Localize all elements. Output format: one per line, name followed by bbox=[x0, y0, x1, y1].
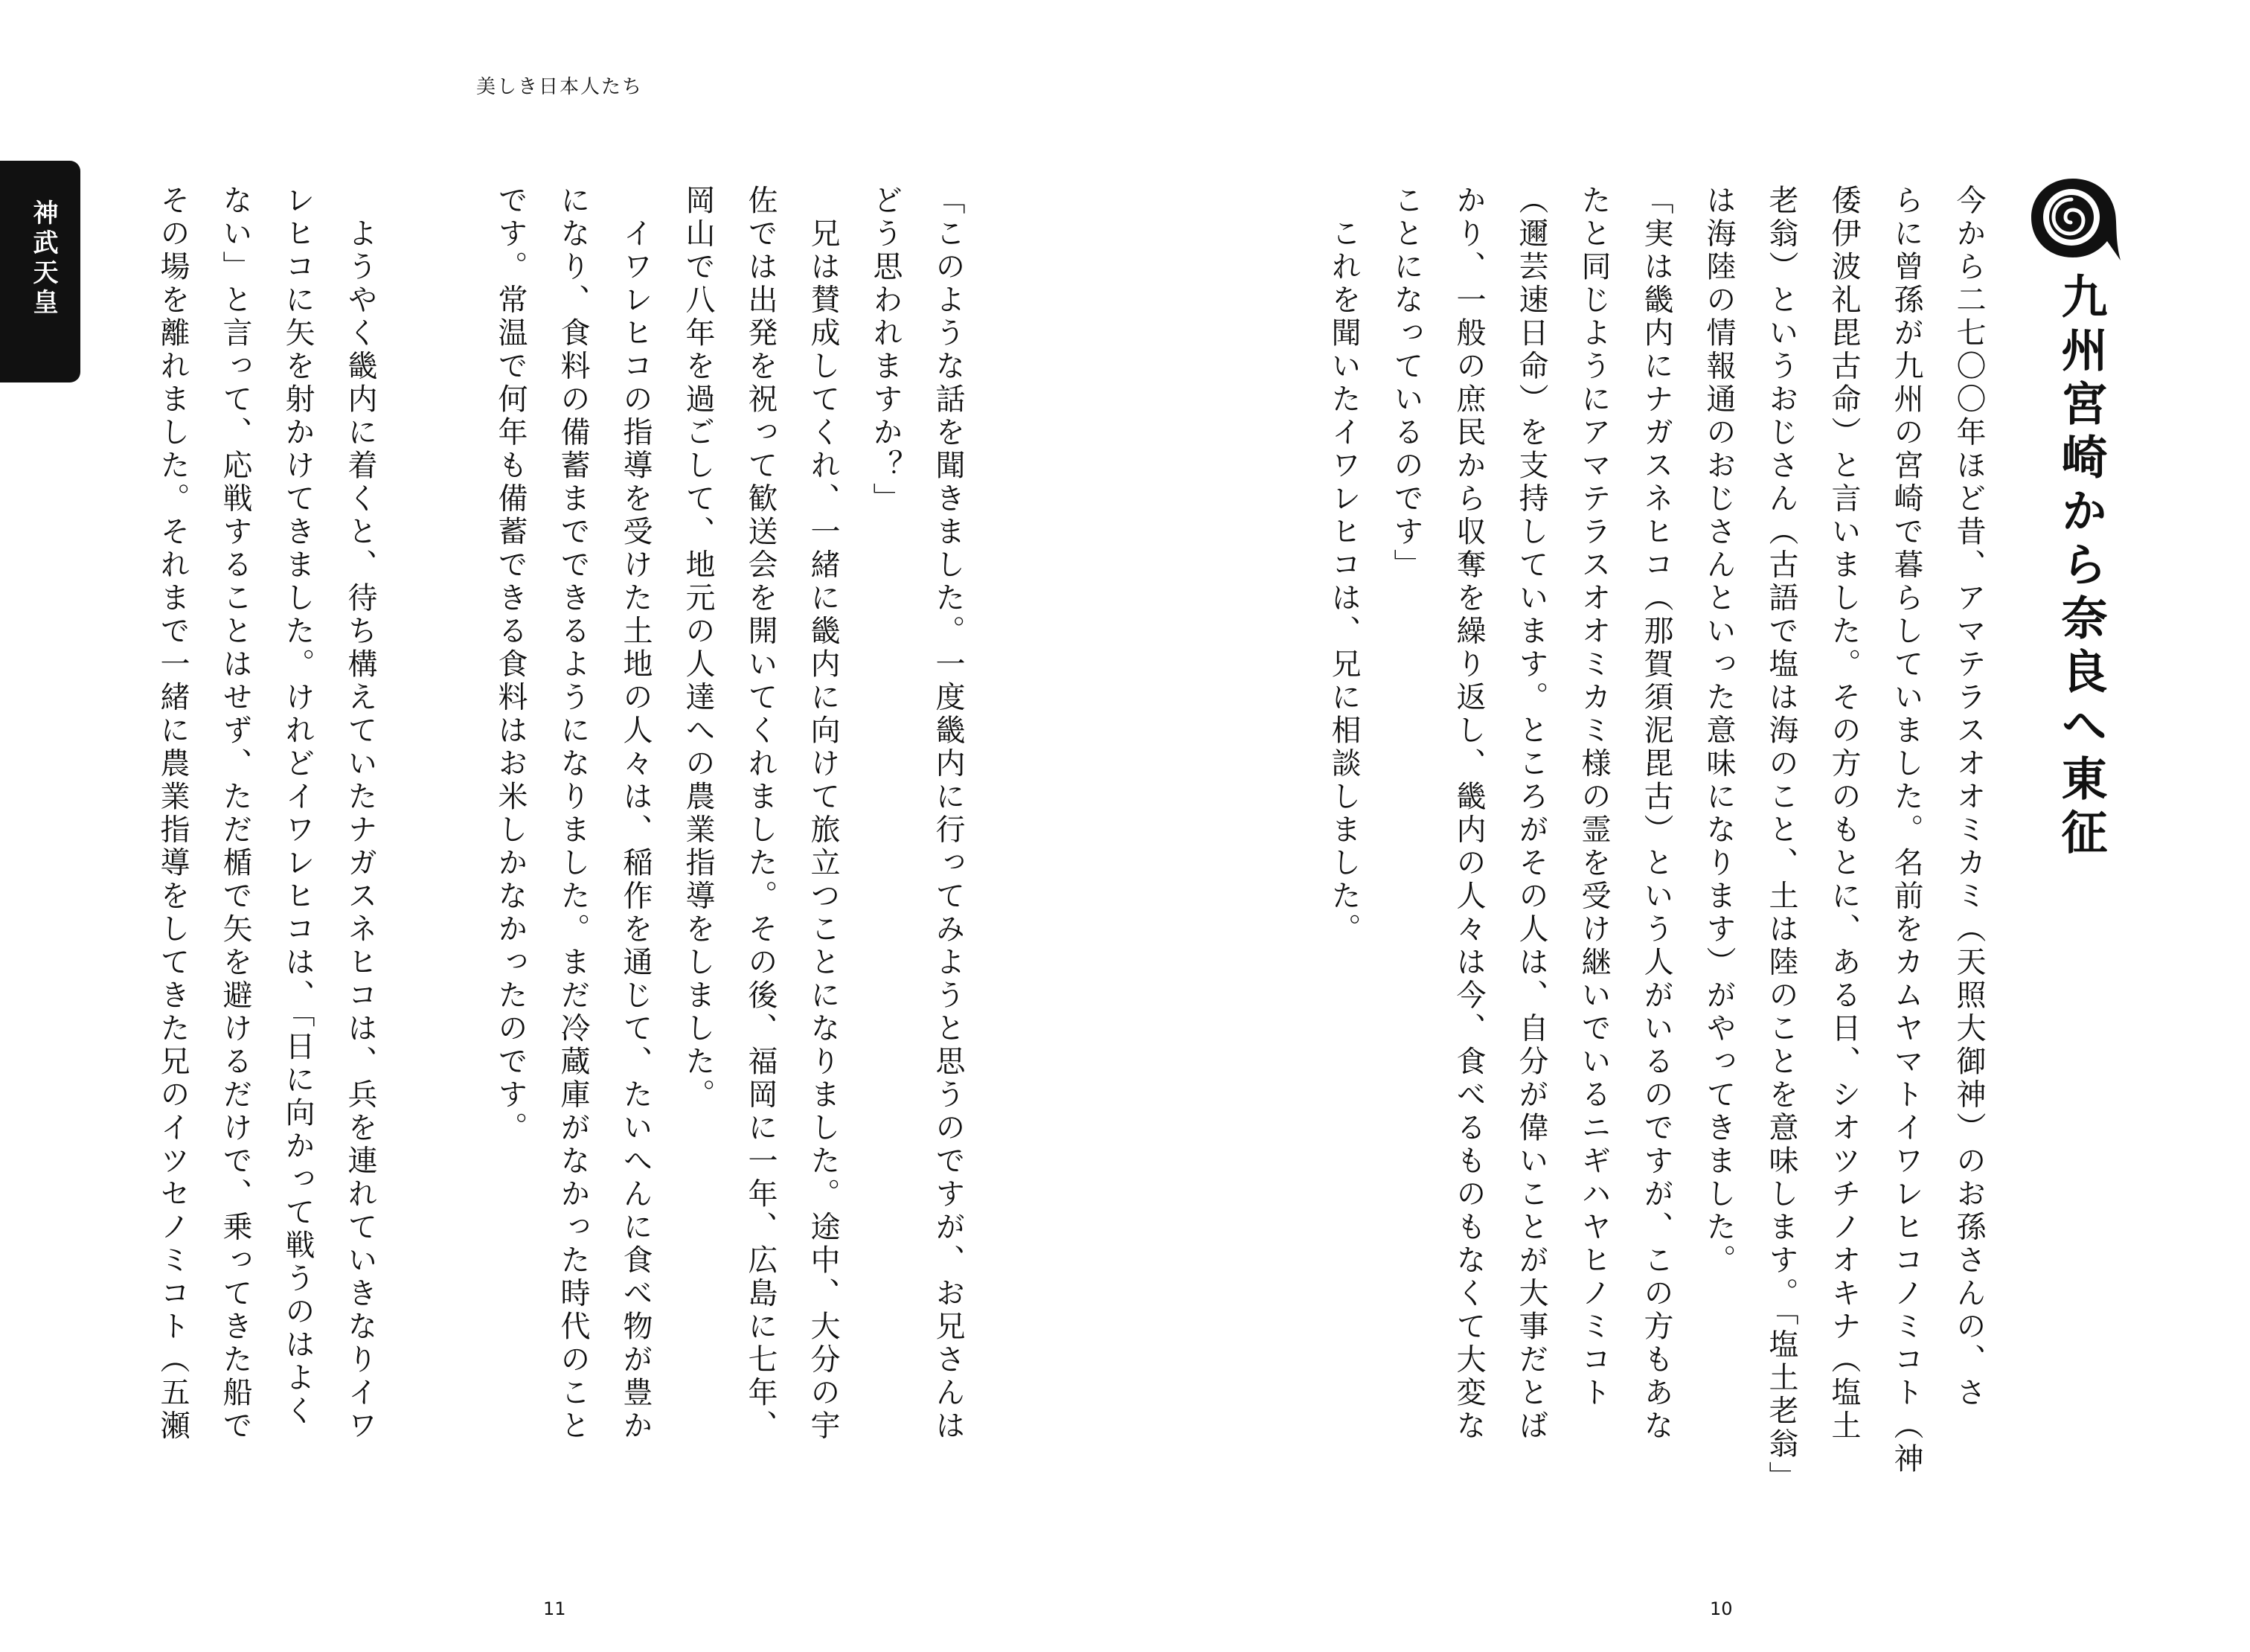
body-line-r5: は海陸の情報通のおじさんといった意味になります）がやってきました。 bbox=[1702, 185, 1736, 1278]
body-line-r2: らに曾孫が九州の宮崎で暮らしていました。名前をカムヤマトイワレヒコノミコト（神 bbox=[1889, 185, 1923, 1476]
body-line-l5: 岡山で八年を過ごして、地元の人達への農業指導をしました。 bbox=[681, 185, 715, 1112]
body-line-r7: たと同じようにアマテラスオオミカミ様の霊を受け継いでいるニギハヤヒノミコト bbox=[1577, 185, 1611, 1410]
body-line-r10: ことになっているのです」 bbox=[1389, 185, 1423, 582]
body-line-l13: その場を離れました。それまで一緒に農業指導をしてきた兄のイツセノミコト（五瀬 bbox=[156, 185, 190, 1443]
body-line-l8: です。常温で何年も備蓄できる食料はお米しかなかったのです。 bbox=[493, 185, 528, 1145]
body-line-l7: になり、食料の備蓄までできるようになりました。まだ冷蔵庫がなかった時代のこと bbox=[556, 185, 590, 1443]
page-number-left: 11 bbox=[543, 1598, 566, 1619]
body-line-l11: レヒコに矢を射かけてきました。けれどイワレヒコは、「日に向かって戦うのはよく bbox=[281, 185, 315, 1428]
chapter-tab-label: 神武天皇 bbox=[28, 199, 58, 318]
body-line-r1: 今から二七〇〇年ほど昔、アマテラスオオミカミ（天照大御神）のお孫さんの、さ bbox=[1952, 185, 1986, 1410]
body-line-l10: ようやく畿内に着くと、待ち構えていたナガスネヒコは、兵を連れていきなりイワ bbox=[343, 185, 377, 1443]
body-line-r11: これを聞いたイワレヒコは、兄に相談しました。 bbox=[1327, 185, 1361, 947]
chapter-tab bbox=[0, 161, 80, 382]
swirl-emblem-icon bbox=[2027, 173, 2124, 262]
body-line-l2: どう思われますか？」 bbox=[868, 185, 903, 516]
body-line-l3: 兄は賛成してくれ、一緒に畿内に向けて旅立つことになりました。途中、大分の宇 bbox=[806, 185, 840, 1443]
body-line-l6: イワレヒコの指導を受けた土地の人々は、稲作を通じて、たいへんに食べ物が豊か bbox=[618, 185, 653, 1443]
body-line-l12: ない」と言って、応戦することはせず、ただ楯で矢を避けるだけで、乗ってきた船で bbox=[218, 185, 252, 1443]
body-line-l4: 佐では出発を祝って歓送会を開いてくれました。その後、福岡に一年、広島に七年、 bbox=[743, 185, 778, 1443]
body-line-l1: 「このような話を聞きました。一度畿内に行ってみようと思うのですが、お兄さんは bbox=[931, 185, 965, 1443]
body-line-r4: 老翁）というおじさん（古語で塩は海のこと、土は陸のことを意味します。「塩土老翁」 bbox=[1764, 185, 1798, 1494]
body-line-r8: （邇芸速日命）を支持しています。ところがその人は、自分が偉いことが大事だとば bbox=[1514, 185, 1548, 1443]
body-line-r9: かり、一般の庶民から収奪を繰り返し、畿内の人々は今、食べるものもなくて大変な bbox=[1452, 185, 1486, 1443]
body-line-r6: 「実は畿内にナガスネヒコ（那賀須泥毘古）という人がいるのですが、この方もあな bbox=[1639, 185, 1673, 1443]
body-line-r3: 倭伊波礼毘古命）と言いました。その方のもとに、ある日、シオツチノオキナ（塩土 bbox=[1827, 185, 1861, 1443]
page-number-right: 10 bbox=[1710, 1598, 1733, 1619]
running-header: 美しき日本人たち bbox=[476, 76, 644, 98]
chapter-title: 九州宮崎から奈良へ東征 bbox=[2054, 272, 2108, 862]
